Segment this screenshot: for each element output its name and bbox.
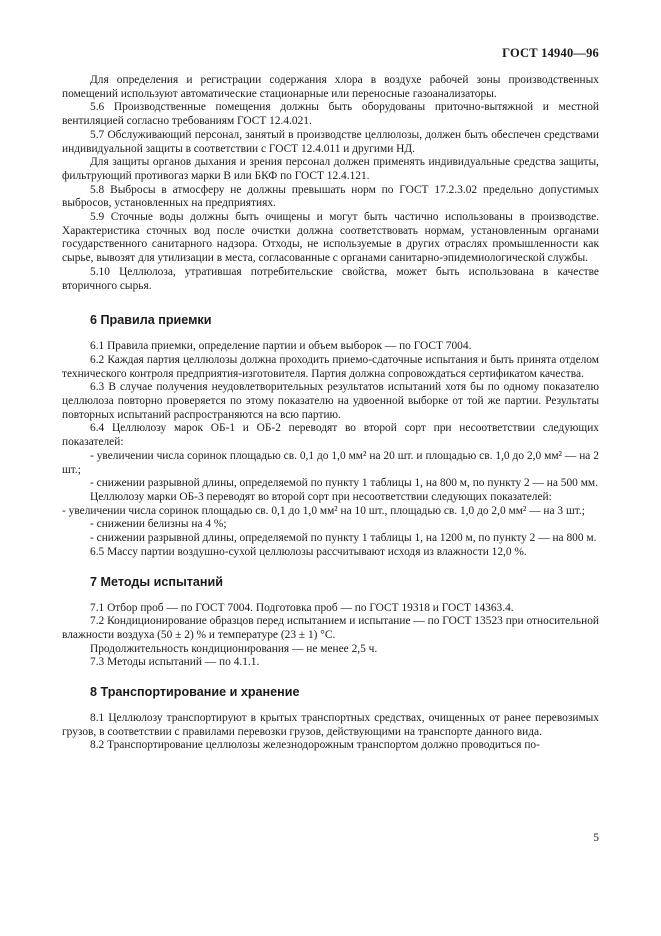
paragraph-5-8: 5.8 Выбросы в атмосферу не должны превышать норм по ГОСТ 17.2.3.02 предельно допустимых выбросов, установленных на предприятиях. — [62, 183, 599, 210]
document-header: ГОСТ 14940—96 — [502, 46, 599, 60]
paragraph-5-6: 5.6 Производственные помещения должны быть оборудованы приточно-вытяжной и местной вентиляцией согласно требованиям ГОСТ 12.4.021. — [62, 101, 599, 128]
paragraph-5-10: 5.10 Целлюлоза, утратившая потребительские свойства, может быть использована в качестве вторичного сырья. — [62, 265, 599, 292]
section-6-heading: 6 Правила приемки — [90, 313, 212, 328]
paragraph-duration: Продолжительность кондиционирования — не менее 2,5 ч. — [90, 642, 378, 655]
document-body — [62, 74, 599, 753]
paragraph-protection: Для защиты органов дыхания и зрения персонал должен применять индивидуальные средства защиты, фильтрующий противогаз марки В или БКФ по ГОСТ 12.4.121. — [62, 156, 599, 182]
paragraph-8-2: 8.2 Транспортирование целлюлозы железнодорожным транспортом должно проводиться по- — [90, 739, 540, 752]
list-item: - снижении белизны на 4 %; — [90, 518, 227, 531]
paragraph-6-5: 6.5 Массу партии воздушно-сухой целлюлозы рассчитывают исходя из влажности 12,0 %. — [90, 545, 527, 558]
paragraph-6-4: 6.4 Целлюлозу марок ОБ-1 и ОБ-2 переводят во второй сорт при несоответствии следующих показателей: — [62, 422, 599, 449]
paragraph-7-1: 7.1 Отбор проб — по ГОСТ 7004. Подготовка проб — по ГОСТ 19318 и ГОСТ 14363.4. — [90, 601, 514, 614]
paragraph-5-9: 5.9 Сточные воды должны быть очищены и могут быть частично использованы в производстве. Характеристика сточных вод после очистки должна соответствовать нормам, установленным органами государственного санитарного надзора. Отходы, не используемые в других отраслях промышленности как сырье, вывозят для утилизации в места, согласованные с органами санитарно-эпидемиологической службы. — [62, 211, 599, 265]
page-number: 5 — [593, 832, 599, 844]
paragraph-ob3: Целлюлозу марки ОБ-3 переводят во второй сорт при несоответствии следующих показателей: — [90, 490, 552, 503]
section-7-heading: 7 Методы испытаний — [90, 574, 223, 589]
paragraph-6-2: 6.2 Каждая партия целлюлозы должна проходить приемо-сдаточные испытания и быть принята отделом технического контроля предприятия-изготовителя. Партия должна сопровождаться сертификатом качества. — [62, 353, 599, 380]
paragraph-8-1: 8.1 Целлюлозу транспортируют в крытых транспортных средствах, очищенных от ранее перевозимых грузов, в соответствии с правилами перевозки грузов, действующими на транспорте данного вида. — [62, 712, 599, 738]
list-item: - снижении разрывной длины, определяемой по пункту 1 таблицы 1, на 1200 м, по пункту 2 — на 800 м. — [90, 532, 597, 545]
paragraph-6-1: 6.1 Правила приемки, определение партии и объем выборок — по ГОСТ 7004. — [90, 340, 472, 353]
paragraph-5-7: 5.7 Обслуживающий персонал, занятый в производстве целлюлозы, должен быть обеспечен средствами индивидуальной защиты в соответствии с ГОСТ 12.4.011 и другими НД. — [62, 128, 599, 155]
section-8-heading: 8 Транспортирование и хранение — [90, 685, 300, 700]
list-item: - увеличении числа соринок площадью св. 0,1 до 1,0 мм² на 20 шт. и площадью св. 1,0 до 2,0 мм² — на 2 шт.; — [62, 449, 599, 476]
paragraph-7-2: 7.2 Кондиционирование образцов перед испытанием и испытание — по ГОСТ 13523 при относительной влажности воздуха (50 ± 2) % и температуре (23 ± 1) °С. — [62, 615, 599, 641]
paragraph-7-3: 7.3 Методы испытаний — по 4.1.1. — [90, 656, 260, 669]
paragraph-chlorine: Для определения и регистрации содержания хлора в воздухе рабочей зоны производственных помещений используют автоматические стационарные или переносные газоанализаторы. — [62, 74, 599, 100]
paragraph-6-3: 6.3 В случае получения неудовлетворительных результатов испытаний хотя бы по одному показателю целлюлоза повторно проверяется по этому показателю на удвоенной выборке от той же партии. Результаты повторных испытаний распространяются на всю партию. — [62, 381, 599, 421]
list-item: - снижении разрывной длины, определяемой по пункту 1 таблицы 1, на 800 м, по пункту 2 — на 500 мм. — [90, 477, 598, 490]
list-item: - увеличении числа соринок площадью св. 0,1 до 1,0 мм² на 10 шт., площадью св. 1,0 до 2,0 мм² — на 3 шт.; — [62, 504, 585, 517]
